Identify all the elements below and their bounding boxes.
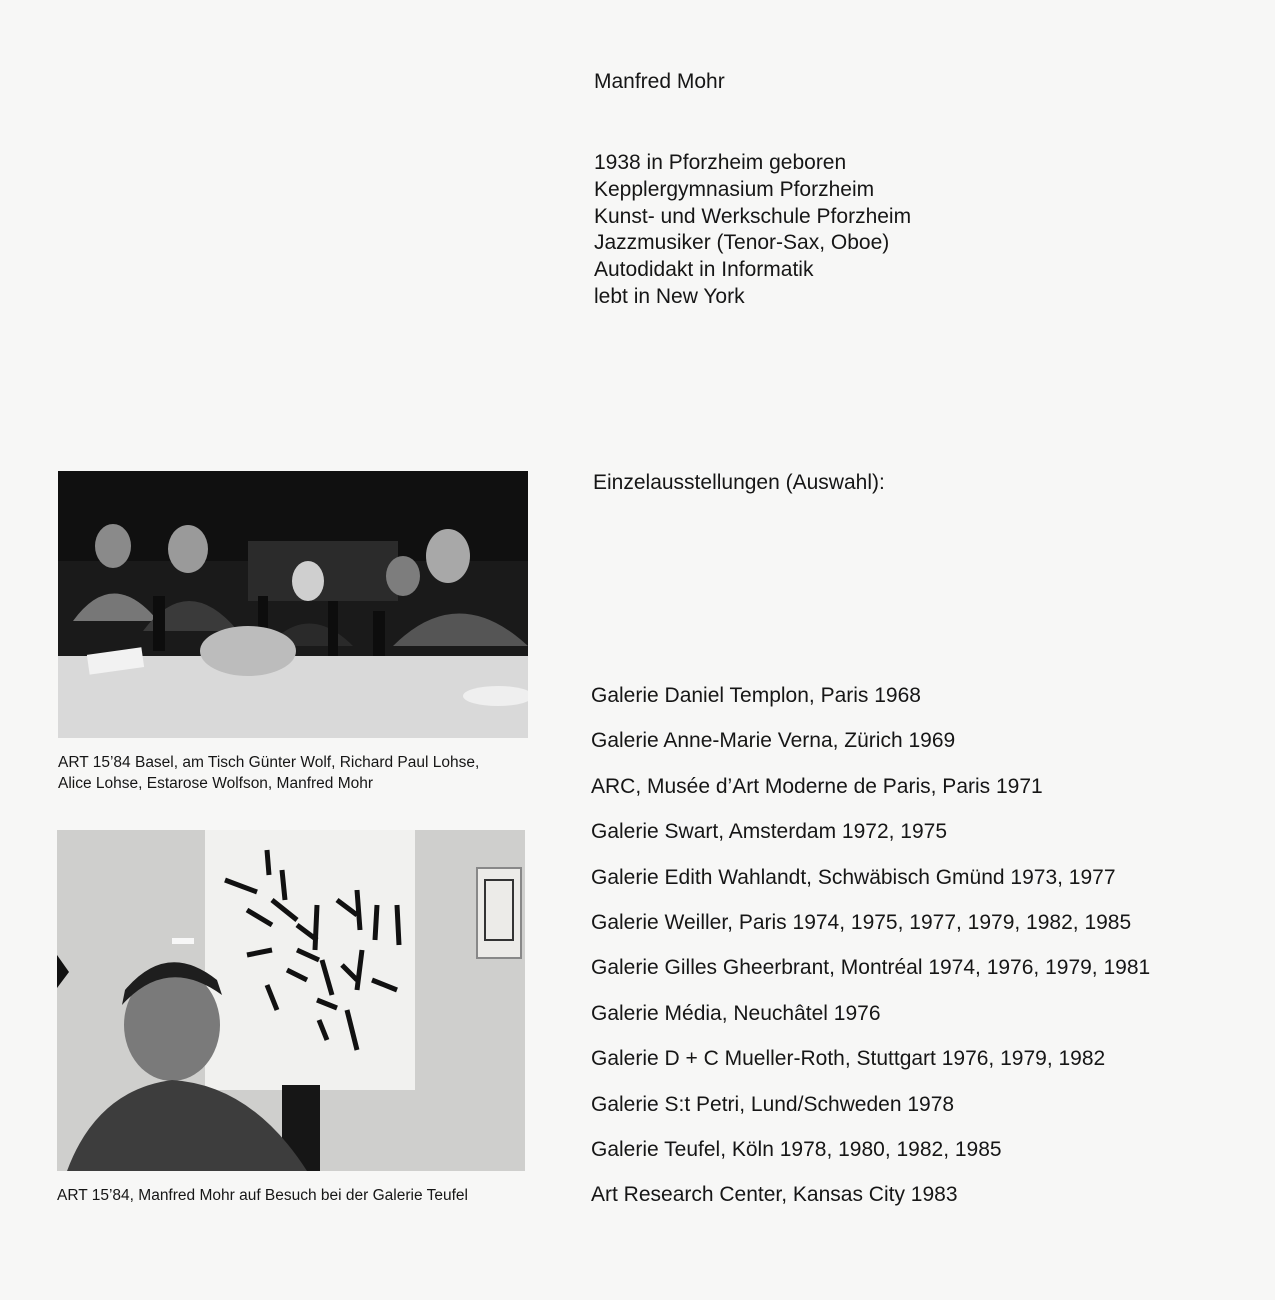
gallery-visit-photo (57, 830, 525, 1171)
caption-line: Alice Lohse, Estarose Wolfson, Manfred Mohr (58, 774, 374, 792)
exhibition-item: ARC, Musée d’Art Moderne de Paris, Paris 1971 (591, 774, 1043, 798)
exhibition-item: Galerie Daniel Templon, Paris 1968 (591, 684, 921, 707)
bio-line: Jazzmusiker (Tenor-Sax, Oboe) (594, 231, 890, 255)
bio-line: Kepplergymnasium Pforzheim (594, 177, 875, 201)
exhibition-item: Galerie Média, Neuchâtel 1976 (591, 1001, 881, 1025)
dinner-table-photo (58, 471, 528, 738)
exhibition-item: Galerie Swart, Amsterdam 1972, 1975 (591, 820, 948, 844)
photo-caption (58, 753, 528, 794)
biography-list (594, 150, 911, 311)
exhibition-item: Galerie Edith Wahlandt, Schwäbisch Gmünd 1973, 1977 (591, 865, 1116, 889)
artist-name: Manfred Mohr (594, 70, 725, 93)
caption-line: ART 15’84 Basel, am Tisch Günter Wolf, Richard Paul Lohse, (58, 754, 480, 771)
exhibition-item: Galerie D + C Mueller-Roth, Stuttgart 1976, 1979, 1982 (591, 1047, 1106, 1071)
bio-line: lebt in New York (594, 284, 745, 308)
bio-line: Autodidakt in Informatik (594, 258, 814, 282)
exhibitions-heading: Einzelausstellungen (Auswahl): (593, 471, 885, 494)
bio-line: Kunst- und Werkschule Pforzheim (594, 204, 912, 228)
exhibition-item: Galerie S:t Petri, Lund/Schweden 1978 (591, 1092, 955, 1116)
exhibition-item: Galerie Anne-Marie Verna, Zürich 1969 (591, 729, 956, 753)
exhibition-item: Galerie Gilles Gheerbrant, Montréal 1974, 1976, 1979, 1981 (591, 956, 1151, 980)
exhibition-item: Galerie Weiller, Paris 1974, 1975, 1977, 1979, 1982, 1985 (591, 910, 1132, 934)
exhibition-item: Art Research Center, Kansas City 1983 (591, 1183, 958, 1207)
photo-caption: ART 15’84, Manfred Mohr auf Besuch bei der Galerie Teufel (57, 1187, 468, 1204)
bio-line: 1938 in Pforzheim geboren (594, 151, 847, 174)
exhibitions-list (591, 681, 1150, 1226)
exhibition-item: Galerie Teufel, Köln 1978, 1980, 1982, 1985 (591, 1137, 1002, 1161)
